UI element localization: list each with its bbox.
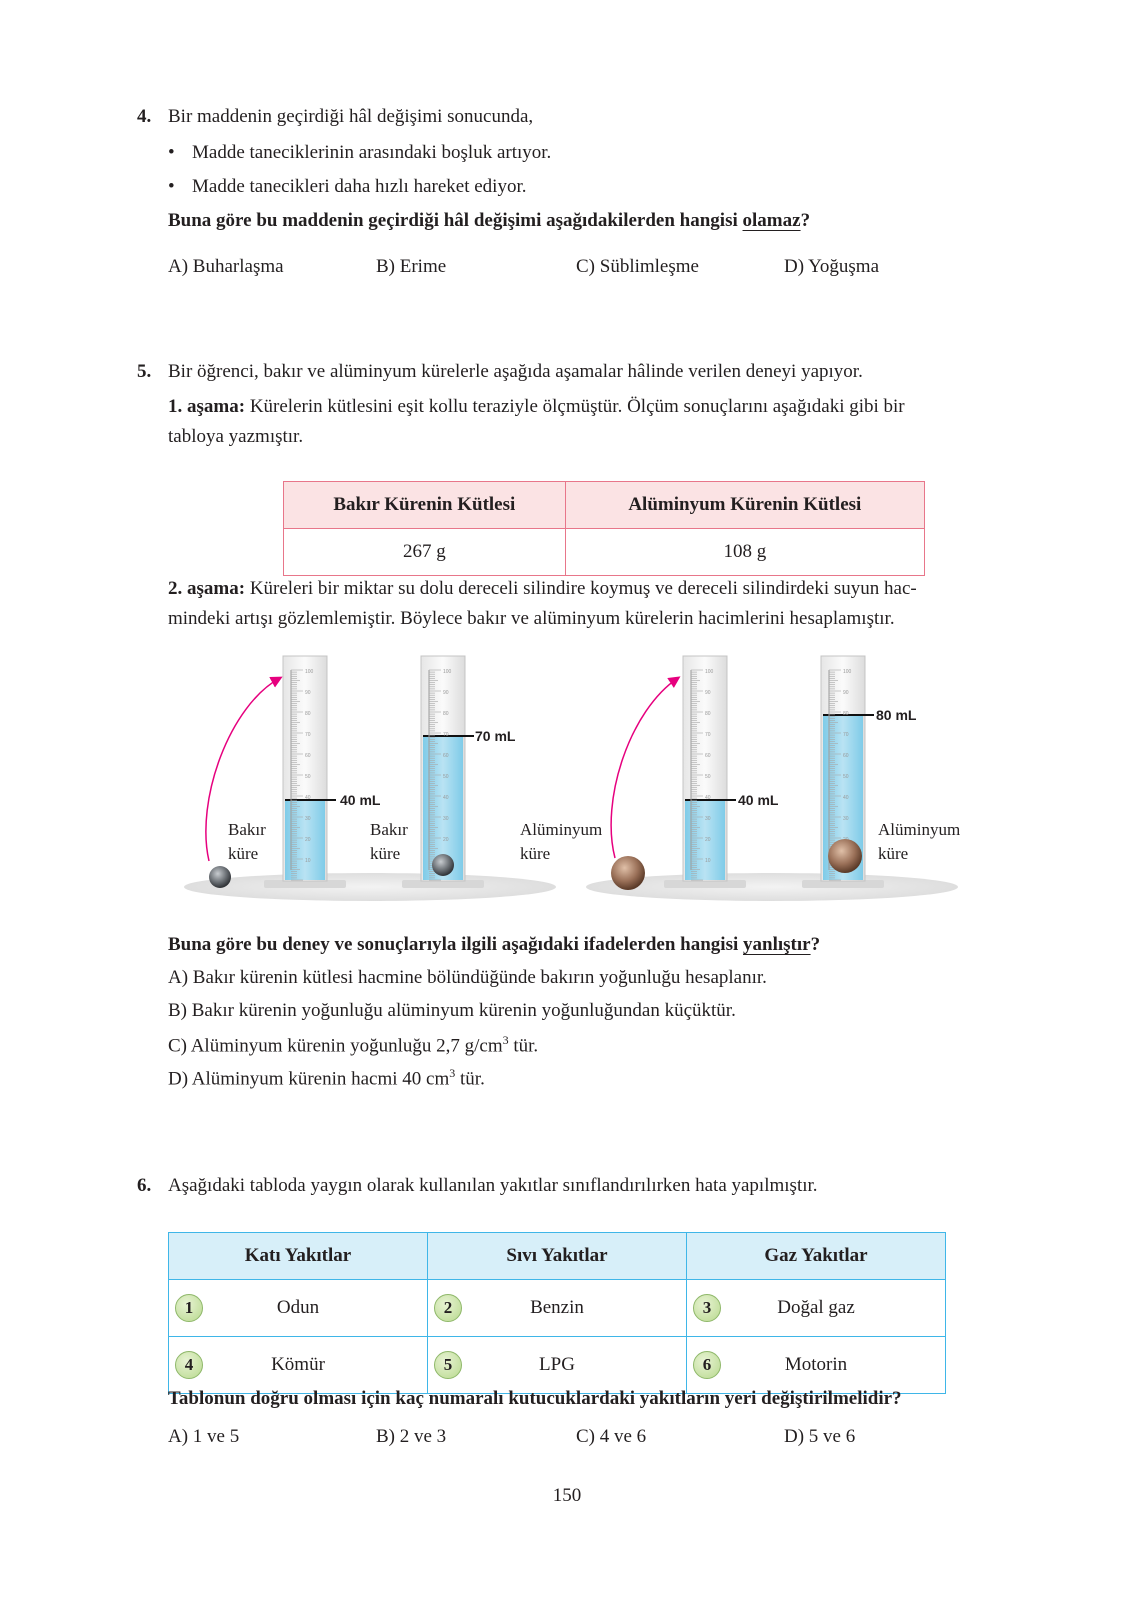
sphere-label: küre — [878, 844, 909, 863]
question-number: 6. — [137, 1175, 152, 1196]
cell-number-badge: 2 — [434, 1294, 462, 1322]
question-number: 5. — [137, 361, 152, 382]
cell-number-badge: 6 — [693, 1351, 721, 1379]
option-d[interactable]: D) 5 ve 6 — [784, 1426, 856, 1447]
option-a[interactable]: A) 1 ve 5 — [168, 1426, 240, 1447]
step-2-text: 2. aşama: Küreleri bir miktar su dolu dereceli silindire koymuş ve dereceli silindirdeki suyun hac- — [168, 578, 917, 599]
cylinder-tick-label: 30 — [443, 816, 449, 822]
aluminum-sphere-in-cylinder — [828, 839, 862, 873]
question-intro: Aşağıdaki tabloda yaygın olarak kullanılan yakıtlar sınıflandırılırken hata yapılmıştır. — [168, 1175, 818, 1196]
cylinder-tick-label: 40 — [843, 795, 849, 801]
experiment-figure — [0, 650, 1134, 920]
cylinder-tick-label: 70 — [843, 732, 849, 738]
cylinder-tick-label: 20 — [305, 837, 311, 843]
cylinder-tick-label: 90 — [843, 690, 849, 696]
bullet-item: • Madde taneciklerinin arasındaki boşluk artıyor. — [168, 142, 552, 163]
table-header: Sıvı Yakıtlar — [428, 1233, 687, 1280]
option-c[interactable]: C) Alüminyum kürenin yoğunluğu 2,7 $g/cm^3$ tür. — [168, 1033, 539, 1057]
cylinder-tick-label: 50 — [843, 774, 849, 780]
cylinder-tick-label: 40 — [705, 795, 711, 801]
option-a[interactable]: A) Buharlaşma — [168, 256, 284, 277]
sphere-label: Bakır — [370, 820, 408, 839]
cylinder-tick-label: 40 — [443, 795, 449, 801]
cylinder-tick-label: 80 — [705, 711, 711, 717]
cylinder-tick-label: 50 — [705, 774, 711, 780]
level-label: 80 mL — [876, 707, 917, 723]
cylinder-tick-label: 80 — [843, 711, 849, 717]
table-cell: 108 g — [565, 529, 924, 576]
table-cell: 267 g — [284, 529, 566, 576]
step-2-text-cont: mindeki artışı gözlemlemiştir. Böylece bakır ve alüminyum kürelerin hacimlerini hesaplamıştır. — [168, 608, 895, 629]
cylinder-tick-label: 70 — [305, 732, 311, 738]
copper-sphere-in-cylinder — [432, 854, 454, 876]
move-arrow — [611, 678, 678, 858]
cylinder-tick-label: 30 — [705, 816, 711, 822]
cell-number-badge: 5 — [434, 1351, 462, 1379]
cylinder-tick-label: 60 — [443, 753, 449, 759]
table-header: Bakır Kürenin Kütlesi — [284, 482, 566, 529]
question-stem: Buna göre bu maddenin geçirdiği hâl değişimi aşağıdakilerden hangisi olamaz? — [168, 210, 811, 231]
cylinder-tick-label: 80 — [443, 711, 449, 717]
option-b[interactable]: B) Bakır kürenin yoğunluğu alüminyum kürenin yoğunluğundan küçüktür. — [168, 1000, 736, 1021]
table-cell: 3 Doğal gaz — [687, 1280, 946, 1337]
level-label: 40 mL — [340, 792, 381, 808]
cylinder-tick-label: 60 — [843, 753, 849, 759]
cylinder-tick-label: 60 — [705, 753, 711, 759]
cylinder-tick-label: 50 — [443, 774, 449, 780]
table-header: Gaz Yakıtlar — [687, 1233, 946, 1280]
table-cell: 4 Kömür — [169, 1337, 428, 1394]
table-cell: 5 LPG — [428, 1337, 687, 1394]
option-b[interactable]: B) Erime — [376, 256, 447, 277]
level-label: 40 mL — [738, 792, 779, 808]
option-c[interactable]: C) 4 ve 6 — [576, 1426, 647, 1447]
option-b[interactable]: B) 2 ve 3 — [376, 1426, 447, 1447]
question-stem: Tablonun doğru olması için kaç numaralı kutucuklardaki yakıtların yeri değiştirilmelidir? — [168, 1388, 902, 1409]
option-d[interactable]: D) Alüminyum kürenin hacmi 40 $cm^3$ tür. — [168, 1066, 485, 1090]
sphere-label: küre — [370, 844, 401, 863]
page-number: 150 — [552, 1485, 582, 1506]
cylinder-tick-label: 60 — [305, 753, 311, 759]
cylinder-tick-label: 30 — [843, 816, 849, 822]
option-c[interactable]: C) Süblimleşme — [576, 256, 699, 277]
table-cell: 6 Motorin — [687, 1337, 946, 1394]
question-number: 4. — [137, 106, 152, 127]
table-header: Alüminyum Kürenin Kütlesi — [565, 482, 924, 529]
level-label: 70 mL — [475, 728, 516, 744]
cylinder-tick-label: 80 — [305, 711, 311, 717]
sphere-label: küre — [228, 844, 259, 863]
cylinder-tick-label: 30 — [305, 816, 311, 822]
cylinder-tick-label: 90 — [305, 690, 311, 696]
table-cell: 1 Odun — [169, 1280, 428, 1337]
sphere-label: Bakır — [228, 820, 266, 839]
sphere-label: Alüminyum — [878, 820, 961, 839]
cylinder-tick-label: 10 — [305, 858, 311, 864]
cylinder-tick-label: 70 — [705, 732, 711, 738]
sphere-label: Alüminyum — [520, 820, 603, 839]
copper-sphere — [209, 866, 231, 888]
cylinder-tick-label: 50 — [305, 774, 311, 780]
cylinder-tick-label: 100 — [443, 669, 452, 675]
cell-number-badge: 4 — [175, 1351, 203, 1379]
cylinder-tick-label: 100 — [305, 669, 314, 675]
mass-table — [283, 481, 925, 576]
cylinder-tick-label: 20 — [705, 837, 711, 843]
option-d[interactable]: D) Yoğuşma — [784, 256, 880, 277]
cylinder-tick-label: 90 — [443, 690, 449, 696]
cylinder-tick-label: 70 — [443, 732, 449, 738]
option-a[interactable]: A) Bakır kürenin kütlesi hacmine bölündüğünde bakırın yoğunluğu hesaplanır. — [168, 967, 767, 988]
table-cell: 2 Benzin — [428, 1280, 687, 1337]
cylinder-tick-label: 90 — [705, 690, 711, 696]
graduated-cylinder-2 — [402, 656, 516, 888]
cylinder-tick-label: 40 — [305, 795, 311, 801]
step-1-text: 1. aşama: Kürelerin kütlesini eşit kollu teraziyle ölçmüştür. Ölçüm sonuçlarını aşağıdaki gibi bir — [168, 396, 905, 417]
cylinder-tick-label: 10 — [705, 858, 711, 864]
cylinder-tick-label: 100 — [705, 669, 714, 675]
step-1-text-cont: tabloya yazmıştır. — [168, 426, 304, 447]
table-plate — [184, 873, 556, 901]
cell-number-badge: 1 — [175, 1294, 203, 1322]
table-header: Katı Yakıtlar — [169, 1233, 428, 1280]
question-intro: Bir öğrenci, bakır ve alüminyum kürelerle aşağıda aşamalar hâlinde verilen deneyi yapıyor. — [168, 361, 863, 382]
question-intro: Bir maddenin geçirdiği hâl değişimi sonucunda, — [168, 106, 534, 127]
bullet-item: • Madde tanecikleri daha hızlı hareket ediyor. — [168, 176, 527, 197]
cell-number-badge: 3 — [693, 1294, 721, 1322]
sphere-label: küre — [520, 844, 551, 863]
cylinder-tick-label: 100 — [843, 669, 852, 675]
question-stem: Buna göre bu deney ve sonuçlarıyla ilgili aşağıdaki ifadelerden hangisi yanlıştır? — [168, 934, 821, 955]
aluminum-sphere — [611, 856, 645, 890]
cylinder-tick-label: 20 — [443, 837, 449, 843]
fuel-table — [168, 1232, 946, 1394]
